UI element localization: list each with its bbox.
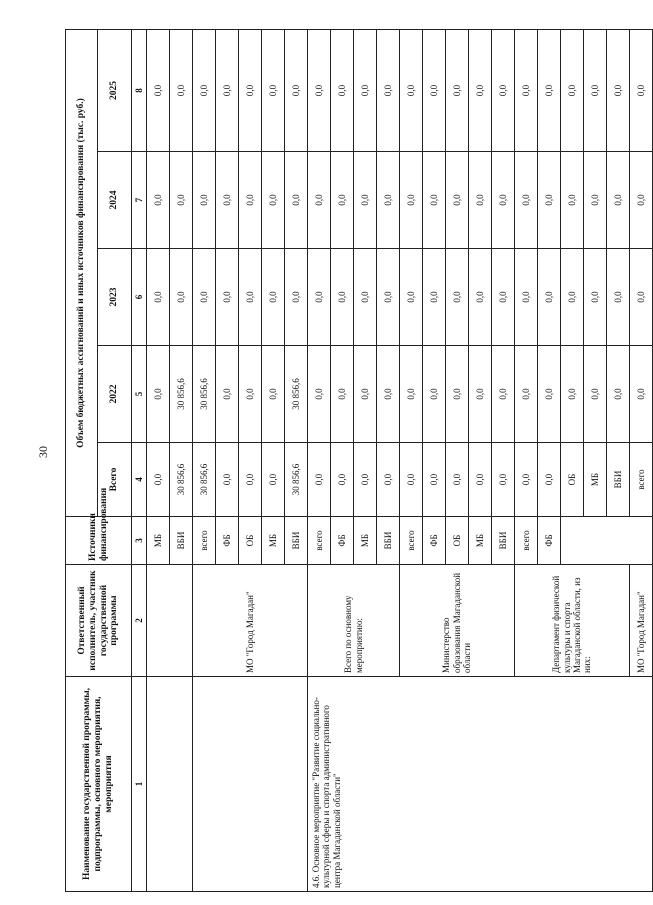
- value-cell: 0,0: [630, 29, 653, 151]
- value-cell: 0,0: [607, 249, 630, 346]
- source-cell: ВБИ: [377, 517, 400, 565]
- table-row: [147, 29, 170, 891]
- value-cell: 0,0: [170, 29, 193, 151]
- value-cell: 0,0: [400, 443, 423, 517]
- value-cell: 0,0: [538, 152, 561, 249]
- executor-mo-magadan: МО "Город Магадан": [193, 565, 308, 677]
- value-cell: 0,0: [561, 29, 584, 151]
- col-number: 4: [132, 443, 147, 517]
- value-cell: 0,0: [584, 249, 607, 346]
- value-cell: 0,0: [147, 346, 170, 443]
- value-cell: 0,0: [193, 152, 216, 249]
- source-cell: всего: [400, 517, 423, 565]
- col-number: 6: [132, 249, 147, 346]
- value-cell: 0,0: [515, 249, 538, 346]
- value-cell: 0,0: [515, 346, 538, 443]
- value-cell: 0,0: [239, 346, 262, 443]
- value-cell: 0,0: [239, 249, 262, 346]
- value-cell: 0,0: [469, 346, 492, 443]
- value-cell: 0,0: [308, 249, 331, 346]
- value-cell: 0,0: [469, 29, 492, 151]
- value-cell: 0,0: [377, 346, 400, 443]
- executor-total-main: Всего по основному мероприятию:: [308, 565, 400, 677]
- value-cell: 0,0: [216, 152, 239, 249]
- executor-department: Департамент физической культуры и спорта Магаданской области, из них:: [515, 565, 630, 677]
- value-cell: 0,0: [354, 152, 377, 249]
- value-cell: 0,0: [630, 152, 653, 249]
- header-year-2024: 2024: [98, 152, 132, 249]
- name-cell-empty: [193, 677, 308, 892]
- source-cell: ФБ: [423, 517, 446, 565]
- value-cell: 0,0: [584, 152, 607, 249]
- value-cell: 0,0: [262, 29, 285, 151]
- value-cell: 0,0: [584, 29, 607, 151]
- header-executor: Ответственный исполнитель, участник государственной программы: [66, 565, 132, 677]
- source-cell: МБ: [584, 443, 607, 517]
- value-cell: 0,0: [538, 29, 561, 151]
- executor-cell-empty: [147, 565, 193, 677]
- value-cell: 0,0: [331, 29, 354, 151]
- source-cell: ВБИ: [285, 517, 308, 565]
- value-cell: 0,0: [331, 443, 354, 517]
- value-cell: 0,0: [607, 29, 630, 151]
- value-cell: 0,0: [285, 249, 308, 346]
- source-cell: ФБ: [216, 517, 239, 565]
- value-cell: 0,0: [492, 346, 515, 443]
- value-cell: 0,0: [285, 29, 308, 151]
- value-cell: 0,0: [377, 443, 400, 517]
- name-cell-empty: [147, 677, 193, 892]
- source-cell: ОБ: [239, 517, 262, 565]
- source-cell: всего: [630, 443, 653, 517]
- value-cell: 0,0: [400, 346, 423, 443]
- source-cell: ОБ: [446, 517, 469, 565]
- value-cell: 0,0: [538, 443, 561, 517]
- value-cell: 0,0: [446, 152, 469, 249]
- source-cell: ВБИ: [607, 443, 630, 517]
- value-cell: 0,0: [193, 29, 216, 151]
- source-cell: ОБ: [561, 443, 584, 517]
- value-cell: 0,0: [400, 152, 423, 249]
- value-cell: 0,0: [216, 29, 239, 151]
- value-cell: 0,0: [331, 152, 354, 249]
- value-cell: 0,0: [492, 152, 515, 249]
- value-cell: 0,0: [561, 152, 584, 249]
- value-cell: 0,0: [377, 152, 400, 249]
- value-cell: 0,0: [607, 346, 630, 443]
- value-cell: 0,0: [262, 346, 285, 443]
- source-cell: ВБИ: [492, 517, 515, 565]
- source-cell: МБ: [147, 517, 170, 565]
- table-row: [308, 29, 331, 891]
- rotated-page: [65, 30, 646, 892]
- name-cell-empty: [561, 517, 653, 565]
- source-cell: МБ: [469, 517, 492, 565]
- value-cell: 0,0: [423, 443, 446, 517]
- value-cell: 0,0: [147, 152, 170, 249]
- value-cell: 0,0: [377, 29, 400, 151]
- source-cell: МБ: [262, 517, 285, 565]
- funding-table: [65, 29, 653, 892]
- value-cell: 0,0: [446, 443, 469, 517]
- value-cell: 0,0: [377, 249, 400, 346]
- value-cell: 0,0: [515, 152, 538, 249]
- value-cell: 0,0: [561, 249, 584, 346]
- page-number: 30: [36, 446, 50, 458]
- value-cell: 0,0: [561, 346, 584, 443]
- value-cell: 0,0: [331, 249, 354, 346]
- source-cell: МБ: [354, 517, 377, 565]
- value-cell: 30 856,6: [285, 443, 308, 517]
- value-cell: 0,0: [193, 249, 216, 346]
- value-cell: 0,0: [400, 249, 423, 346]
- source-cell: ФБ: [331, 517, 354, 565]
- value-cell: 0,0: [492, 249, 515, 346]
- value-cell: 0,0: [239, 443, 262, 517]
- value-cell: 0,0: [584, 346, 607, 443]
- value-cell: 0,0: [492, 29, 515, 151]
- value-cell: 0,0: [331, 346, 354, 443]
- source-cell: ВБИ: [170, 517, 193, 565]
- value-cell: 0,0: [423, 29, 446, 151]
- value-cell: 0,0: [170, 249, 193, 346]
- value-cell: 0,0: [262, 249, 285, 346]
- value-cell: 0,0: [538, 346, 561, 443]
- value-cell: 30 856,6: [193, 346, 216, 443]
- measure-name: 4.6. Основное мероприятие "Развитие социально-культурной сферы и спорта административного центра Магаданской области": [308, 677, 653, 892]
- value-cell: 0,0: [239, 152, 262, 249]
- value-cell: 0,0: [354, 443, 377, 517]
- value-cell: 0,0: [262, 443, 285, 517]
- value-cell: 0,0: [308, 346, 331, 443]
- source-cell: всего: [308, 517, 331, 565]
- value-cell: 0,0: [308, 443, 331, 517]
- value-cell: 30 856,6: [170, 443, 193, 517]
- header-year-2022: 2022: [98, 346, 132, 443]
- value-cell: 0,0: [400, 29, 423, 151]
- value-cell: 30 856,6: [285, 346, 308, 443]
- value-cell: 0,0: [446, 346, 469, 443]
- value-cell: 0,0: [354, 29, 377, 151]
- value-cell: 0,0: [630, 249, 653, 346]
- source-cell: всего: [515, 517, 538, 565]
- value-cell: 0,0: [308, 152, 331, 249]
- value-cell: 0,0: [239, 29, 262, 151]
- value-cell: 30 856,6: [170, 346, 193, 443]
- value-cell: 0,0: [354, 249, 377, 346]
- value-cell: 0,0: [285, 152, 308, 249]
- header-year-2025: 2025: [98, 29, 132, 151]
- value-cell: 0,0: [216, 346, 239, 443]
- col-number: 1: [132, 677, 147, 892]
- value-cell: 0,0: [469, 152, 492, 249]
- value-cell: 0,0: [607, 152, 630, 249]
- value-cell: 0,0: [308, 29, 331, 151]
- value-cell: 0,0: [515, 443, 538, 517]
- col-number: 2: [132, 565, 147, 677]
- table-row: [193, 29, 216, 891]
- col-number: 7: [132, 152, 147, 249]
- value-cell: 0,0: [147, 29, 170, 151]
- source-cell: ФБ: [538, 517, 561, 565]
- value-cell: 0,0: [147, 443, 170, 517]
- value-cell: 0,0: [423, 346, 446, 443]
- value-cell: 0,0: [538, 249, 561, 346]
- value-cell: 0,0: [216, 443, 239, 517]
- header-sources: Источники финансирования: [66, 517, 132, 565]
- value-cell: 0,0: [170, 152, 193, 249]
- value-cell: 0,0: [446, 29, 469, 151]
- value-cell: 0,0: [446, 249, 469, 346]
- header-name: Наименование государственной программы, подпрограммы, основного мероприятия, мероприятия: [66, 677, 132, 892]
- value-cell: 0,0: [216, 249, 239, 346]
- value-cell: 0,0: [515, 29, 538, 151]
- header-year-total: Всего: [98, 443, 132, 517]
- col-number: 8: [132, 29, 147, 151]
- value-cell: 0,0: [469, 249, 492, 346]
- source-cell: всего: [193, 517, 216, 565]
- value-cell: 0,0: [354, 346, 377, 443]
- value-cell: 0,0: [262, 152, 285, 249]
- value-cell: 30 856,6: [193, 443, 216, 517]
- value-cell: 0,0: [423, 152, 446, 249]
- header-year-2023: 2023: [98, 249, 132, 346]
- value-cell: 0,0: [492, 443, 515, 517]
- value-cell: 0,0: [147, 249, 170, 346]
- executor-ministry: Министерство образования Магаданской области: [400, 565, 515, 677]
- executor-mo-magadan: МО "Город Магадан": [630, 565, 653, 677]
- value-cell: 0,0: [630, 346, 653, 443]
- col-number: 3: [132, 517, 147, 565]
- col-number: 5: [132, 346, 147, 443]
- value-cell: 0,0: [423, 249, 446, 346]
- value-cell: 0,0: [469, 443, 492, 517]
- header-funding-group: Объем бюджетных ассигнований и иных источников финансирования (тыс. руб.): [66, 29, 98, 516]
